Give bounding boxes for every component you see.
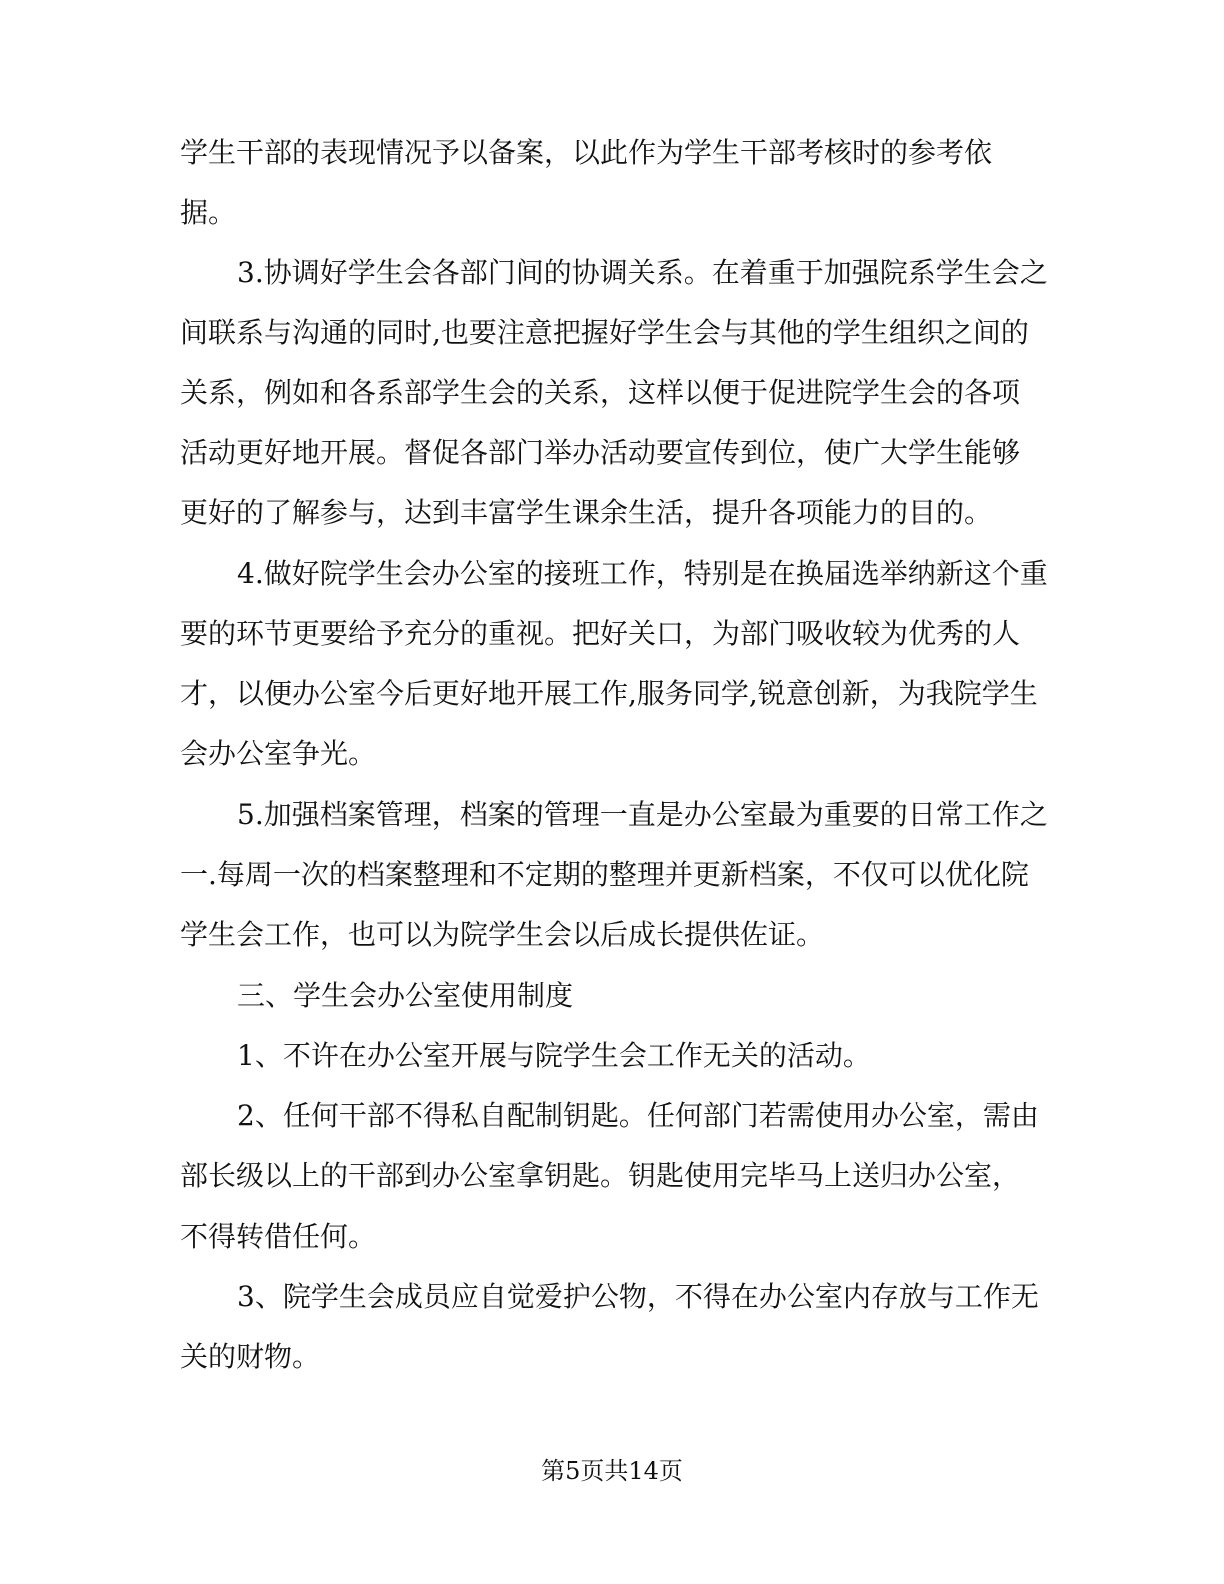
body-line: 学生干部的表现情况予以备案，以此作为学生干部考核时的参考依: [180, 136, 993, 169]
body-line: 才，以便办公室今后更好地开展工作,服务同学,锐意创新，为我院学生: [180, 677, 1038, 710]
section-heading: 三、学生会办公室使用制度: [237, 979, 574, 1012]
paragraph-start-line: 4.做好院学生会办公室的接班工作，特别是在换届选举纳新这个重: [237, 557, 1048, 590]
body-line: 学生会工作，也可以为院学生会以后成长提供佐证。: [180, 918, 825, 951]
body-line: 一.每周一次的档案整理和不定期的整理并更新档案，不仅可以优化院: [180, 858, 1029, 891]
body-line: 活动更好地开展。督促各部门举办活动要宣传到位，使广大学生能够: [180, 436, 1021, 469]
paragraph-start-line: 2、任何干部不得私自配制钥匙。任何部门若需使用办公室，需由: [237, 1099, 1039, 1132]
paragraph-start-line: 3.协调好学生会各部门间的协调关系。在着重于加强院系学生会之: [237, 256, 1048, 289]
body-line: 据。: [180, 196, 237, 229]
body-line: 不得转借任何。: [180, 1220, 377, 1253]
body-line: 要的环节更要给予充分的重视。把好关口，为部门吸收较为优秀的人: [180, 617, 1021, 650]
body-line: 关的财物。: [180, 1340, 321, 1373]
body-line: 会办公室争光。: [180, 737, 377, 770]
body-line: 关系，例如和各系部学生会的关系，这样以便于促进院学生会的各项: [180, 376, 1021, 409]
body-line: 更好的了解参与，达到丰富学生课余生活，提升各项能力的目的。: [180, 496, 993, 529]
body-line: 部长级以上的干部到办公室拿钥匙。钥匙使用完毕马上送归办公室，: [180, 1159, 1021, 1192]
body-line: 间联系与沟通的同时,也要注意把握好学生会与其他的学生组织之间的: [180, 316, 1029, 349]
paragraph-start-line: 1、不许在办公室开展与院学生会工作无关的活动。: [237, 1039, 871, 1072]
page-number-footer: 第5页共14页: [541, 1457, 683, 1485]
paragraph-start-line: 5.加强档案管理，档案的管理一直是办公室最为重要的日常工作之: [237, 798, 1048, 831]
paragraph-start-line: 3、院学生会成员应自觉爱护公物，不得在办公室内存放与工作无: [237, 1280, 1039, 1313]
